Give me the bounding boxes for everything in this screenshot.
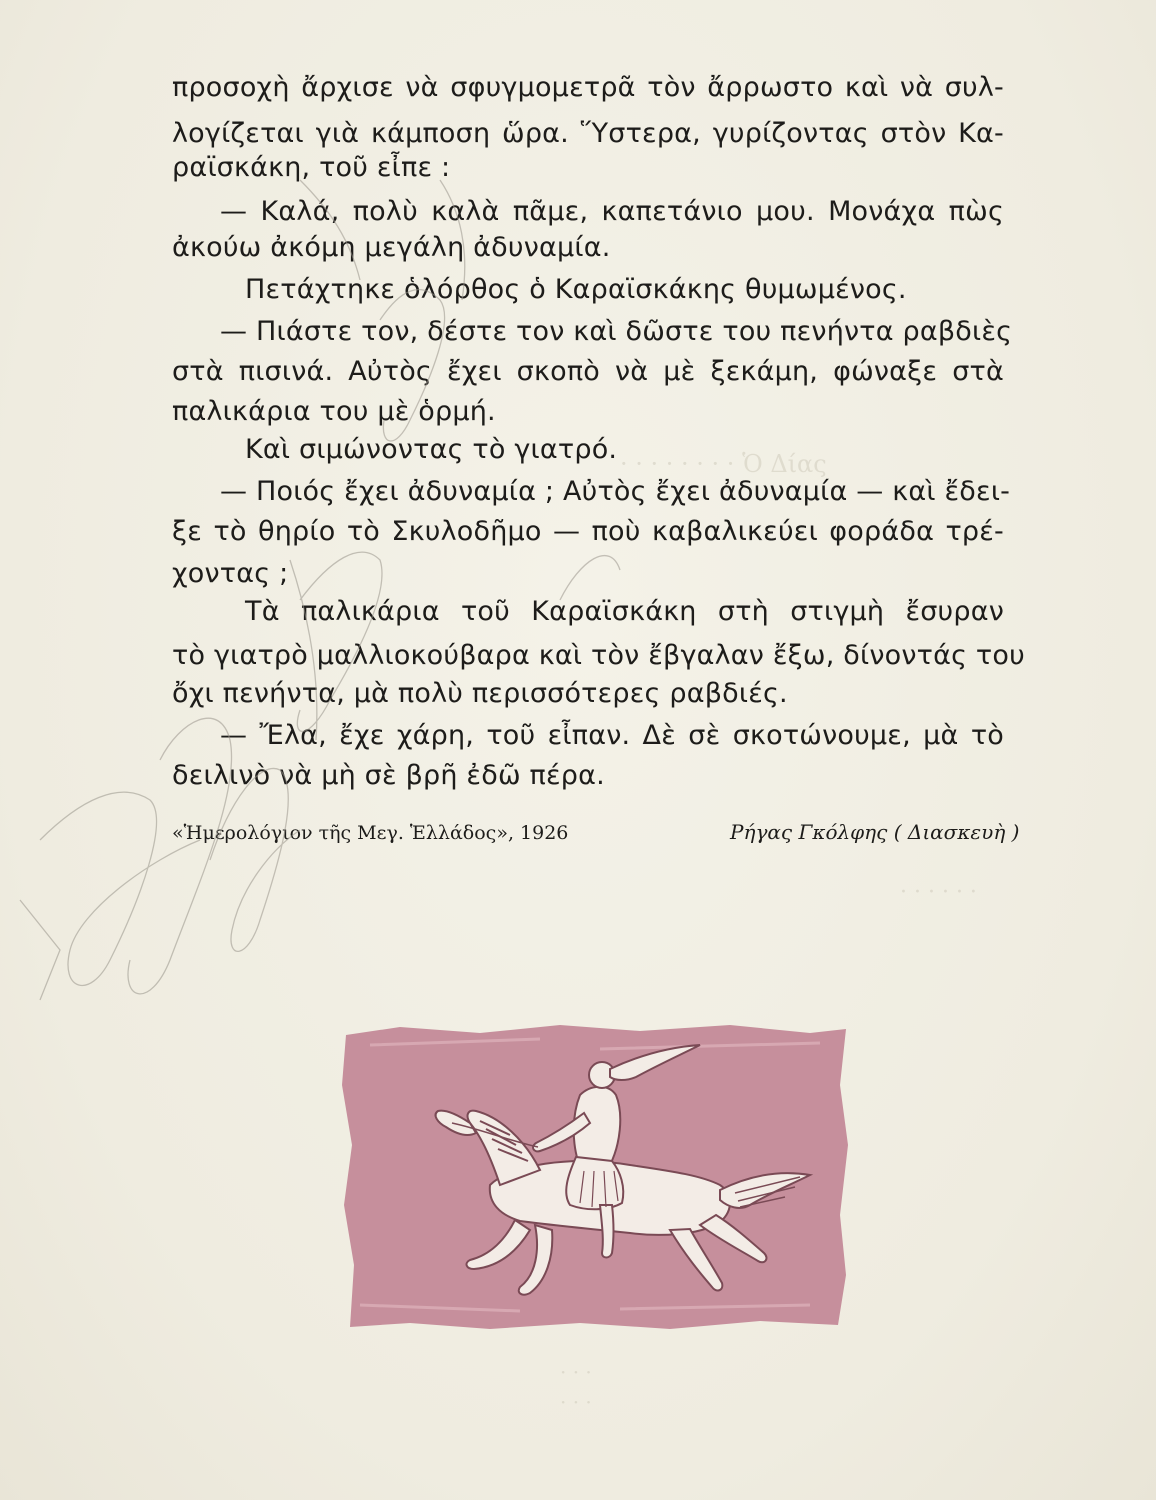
text-line: ξε τὸ θηρίο τὸ Σκυλοδῆμο — ποὺ καβαλικεύει φοράδα τρέ-	[172, 516, 1004, 547]
text-line: χοντας ;	[172, 558, 289, 589]
text-line: παλικάρια του μὲ ὁρμή.	[172, 396, 496, 427]
text-line: — Ποιός ἔχει ἀδυναμία ; Αὐτὸς ἔχει ἀδυναμία — καὶ ἔδει-	[220, 476, 1011, 507]
bleed-through: · · · · · · · · Ὁ Δίας	[620, 450, 827, 478]
text-line: προσοχὴ ἄρχισε νὰ σφυγμομετρᾶ τὸν ἄρρωστο καὶ νὰ συλ-	[172, 72, 1004, 103]
text-line: Τὰ παλικάρια τοῦ Καραϊσκάκη στὴ στιγμὴ ἔσυραν	[245, 596, 1004, 627]
bleed-through: · · ·	[560, 1360, 592, 1384]
text-line: ὄχι πενήντα, μὰ πολὺ περισσότερες ραβδιές.	[172, 678, 788, 709]
text-line: — Πιάστε τον, δέστε τον καὶ δῶστε του πενήντα ραβδιὲς	[220, 316, 1013, 347]
text-line: Πετάχτηκε ὁλόρθος ὁ Καραϊσκάκης θυμωμένος.	[245, 274, 907, 305]
text-line: στὰ πισινά. Αὐτὸς ἔχει σκοπὸ νὰ μὲ ξεκάμη, φώναξε στὰ	[172, 356, 1004, 387]
text-line: δειλινὸ νὰ μὴ σὲ βρῆ ἐδῶ πέρα.	[172, 760, 605, 791]
bleed-through: · · · · · ·	[900, 880, 977, 905]
text-line: ραϊσκάκη, τοῦ εἶπε :	[172, 152, 451, 183]
bleed-through: · · ·	[560, 1390, 592, 1414]
text-line: — Καλά, πολὺ καλὰ πᾶμε, καπετάνιο μου. Μονάχα πὼς	[220, 196, 1004, 227]
text-line: Καὶ σιμώνοντας τὸ γιατρό.	[245, 434, 618, 465]
author-credit: Ρήγας Γκόλφης ( Διασκευὴ )	[730, 820, 1020, 844]
text-line: ἀκούω ἀκόμη μεγάλη ἀδυναμία.	[172, 232, 611, 263]
text-line: τὸ γιατρὸ μαλλιοκούβαρα καὶ τὸν ἔβγαλαν ἔξω, δίνοντάς του	[172, 640, 1025, 671]
text-line: λογίζεται γιὰ κάμποση ὥρα. Ὕστερα, γυρίζοντας στὸν Κα-	[172, 118, 1004, 149]
source-citation: «Ἡμερολόγιον τῆς Μεγ. Ἑλλάδος», 1926	[172, 822, 569, 844]
text-line: — Ἔλα, ἔχε χάρη, τοῦ εἶπαν. Δὲ σὲ σκοτώνουμε, μὰ τὸ	[220, 720, 1004, 751]
horse-rider-icon	[340, 1025, 850, 1330]
